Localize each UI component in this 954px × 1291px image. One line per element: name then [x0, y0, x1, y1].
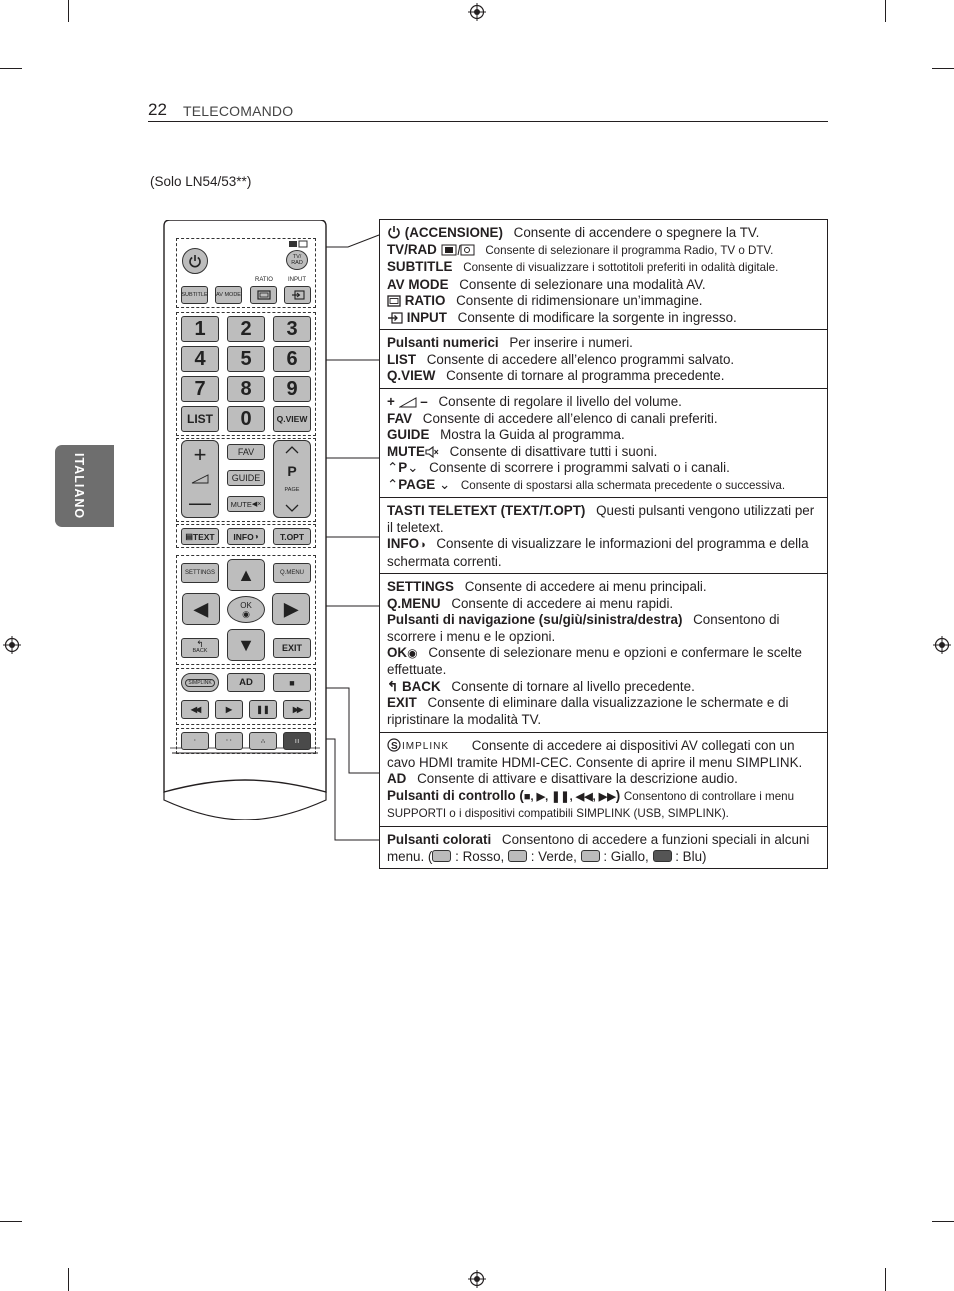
- exit-label: EXIT: [387, 695, 417, 711]
- ok-button[interactable]: [227, 596, 265, 623]
- ok-label: OK: [387, 645, 408, 661]
- nav-desc: Consentono di scorrere i menu e le opzioni.: [387, 612, 780, 644]
- accensione-label: (ACCENSIONE): [404, 225, 503, 240]
- yellow-button[interactable]: ∴: [249, 732, 277, 750]
- mute-label: MUTE: [230, 499, 252, 509]
- control-close: ): [615, 787, 621, 803]
- q-view-label: Q.VIEW: [387, 368, 436, 384]
- mute-button[interactable]: [227, 496, 265, 512]
- volume-plus: +: [387, 394, 395, 409]
- row-power: [380, 220, 827, 330]
- info-icon: ◑: [419, 539, 426, 552]
- play-button[interactable]: [215, 700, 243, 719]
- blue-text: : Blu): [675, 848, 707, 864]
- ad-label: AD: [387, 771, 407, 787]
- chevron-up-icon: ⌃: [387, 460, 399, 476]
- chevron-up-icon: [284, 445, 300, 455]
- nav-up-button[interactable]: [227, 559, 265, 591]
- red-button[interactable]: ·: [181, 732, 209, 750]
- svg-text:IMPLINK: IMPLINK: [402, 741, 450, 752]
- arrow-down-icon: ▼: [237, 634, 255, 655]
- channel-page-rocker[interactable]: [273, 440, 311, 518]
- rewind-button[interactable]: [181, 700, 209, 719]
- subtitle-button[interactable]: SUBTITLE: [181, 286, 208, 304]
- input-desc: Consente di modificare la sorgente in ingresso.: [457, 309, 737, 325]
- control-desc: Consentono di controllare i menu SUPPORTI o i dispositivi compatibili SIMPLINK (USB, SIMPLINK).: [387, 789, 795, 821]
- info-label: INFO: [233, 531, 254, 542]
- power-icon: [188, 254, 202, 268]
- ok-icon: ◉: [407, 646, 418, 661]
- ratio-icon: [387, 295, 401, 307]
- tv-rad-desc: Consente di selezionare il programma Radio, TV o DTV.: [485, 243, 774, 257]
- simplink-button[interactable]: [181, 673, 219, 692]
- fav-button[interactable]: FAV: [227, 444, 265, 460]
- tv-radio-icon: [441, 244, 475, 256]
- guide-desc: Mostra la Guida al programma.: [440, 427, 625, 443]
- mute-icon: [425, 446, 439, 458]
- arrow-left-icon: ◀: [194, 598, 208, 619]
- teletext-label: TASTI TELETEXT (TEXT/T.OPT): [387, 503, 586, 518]
- av-mode-desc: Consente di selezionare una modalità AV.: [459, 276, 706, 292]
- yellow-chip-icon: [581, 850, 600, 862]
- simplink-desc: Consente di accedere ai dispositivi AV collegati con un cavo HDMI tramite HDMI-CEC. Consente di aprire il menu SIMPLINK.: [387, 738, 803, 770]
- control-label: Pulsanti di controllo (: [387, 787, 524, 803]
- pause-button[interactable]: [249, 700, 277, 719]
- digit-5-button[interactable]: 5: [227, 346, 265, 372]
- input-label: INPUT: [406, 309, 447, 325]
- rewind-icon: ◀◀: [190, 705, 200, 714]
- back-label: BACK: [192, 648, 208, 654]
- green-chip-icon: [508, 850, 527, 862]
- p-label: P: [287, 463, 297, 479]
- page-number: 22: [148, 100, 167, 119]
- text-label: TEXT: [192, 531, 215, 542]
- colors-label: Pulsanti colorati: [387, 832, 492, 847]
- section-title: TELECOMANDO: [183, 103, 294, 119]
- volume-down-icon: —: [189, 489, 211, 515]
- fast-forward-icon: ▶▶: [292, 705, 302, 714]
- row-navigation: [380, 574, 827, 733]
- input-icon: [387, 312, 403, 324]
- model-note: (Solo LN54/53**): [150, 174, 252, 189]
- language-tab-label: ITALIANO: [72, 453, 86, 520]
- digit-8-button[interactable]: 8: [227, 376, 265, 402]
- play-icon: ▶: [225, 705, 233, 714]
- power-icon: [387, 225, 401, 239]
- arrow-up-icon: ▲: [237, 564, 255, 585]
- digit-2-button[interactable]: 2: [227, 316, 265, 342]
- back-icon: ↰: [196, 639, 204, 649]
- numeric-desc: Per inserire i numeri.: [509, 335, 633, 350]
- input-label: INPUT: [288, 277, 306, 283]
- nav-right-button[interactable]: [272, 593, 310, 625]
- guide-button[interactable]: GUIDE: [227, 470, 265, 486]
- settings-label: SETTINGS: [387, 579, 454, 594]
- text-button[interactable]: [181, 528, 219, 545]
- ratio-icon: [257, 290, 271, 300]
- subtitle-desc: Consente di visualizzare i sottotitoli preferiti in odalità digitale.: [463, 261, 779, 275]
- ok-icon: ◉: [242, 608, 250, 619]
- ratio-desc: Consente di ridimensionare un’immagine.: [456, 293, 703, 309]
- ratio-label: RATIO: [404, 293, 446, 309]
- page-desc: Consente di spostarsi alla schermata precedente o successiva.: [460, 478, 786, 492]
- digit-7-button[interactable]: 7: [181, 376, 219, 402]
- nav-label: Pulsanti di navigazione (su/giù/sinistra/destra): [387, 612, 683, 628]
- list-desc: Consente di accedere all’elenco programmi salvato.: [426, 351, 735, 367]
- numeric-label: Pulsanti numerici: [387, 335, 499, 350]
- row-simplink: [380, 733, 827, 827]
- digit-9-button[interactable]: 9: [273, 376, 311, 402]
- green-button[interactable]: · ·: [215, 732, 243, 750]
- accensione-desc: Consente di accendere o spegnere la TV.: [513, 225, 760, 240]
- digit-6-button[interactable]: 6: [273, 346, 311, 372]
- back-icon: ↰: [387, 678, 399, 694]
- stop-button[interactable]: [273, 673, 311, 692]
- arrow-right-icon: ▶: [284, 598, 298, 619]
- info-label: INFO: [387, 536, 419, 552]
- fav-label: FAV: [387, 410, 413, 426]
- red-chip-icon: [432, 850, 451, 862]
- ok-desc: Consente di selezionare menu e opzioni e confermare le scelte effettuate.: [387, 645, 802, 677]
- fast-forward-button[interactable]: [283, 700, 311, 719]
- mute-icon: ◀×: [251, 501, 262, 508]
- q-view-desc: Consente di tornare al programma precedente.: [446, 368, 725, 384]
- chevron-down-icon: ⌄: [407, 460, 419, 476]
- exit-desc: Consente di eliminare dalla visualizzazione le schermate e di ripristinare la modalità TV.: [387, 695, 789, 727]
- volume-icon: [191, 474, 209, 484]
- list-label: LIST: [387, 351, 417, 367]
- subtitle-label: SUBTITLE: [387, 259, 453, 275]
- mute-label: MUTE: [387, 443, 425, 459]
- simplink-logo: SIMPLINK: [185, 679, 214, 687]
- green-text: : Verde,: [530, 848, 577, 864]
- remote-control: [162, 220, 328, 820]
- nav-down-button[interactable]: [227, 629, 265, 661]
- t-opt-button[interactable]: T.OPT: [273, 528, 311, 545]
- chevron-up-icon: ⌃: [387, 476, 399, 492]
- digit-1-button[interactable]: 1: [181, 316, 219, 342]
- chevron-down-icon: ⌄: [438, 476, 451, 492]
- row-volume-channel: [380, 389, 827, 498]
- yellow-text: : Giallo,: [603, 848, 649, 864]
- back-button[interactable]: [181, 638, 219, 658]
- teletext-desc: Questi pulsanti vengono utilizzati per il teletext.: [387, 503, 815, 535]
- ad-desc: Consente di attivare e disattivare la descrizione audio.: [417, 771, 738, 787]
- row-teletext: [380, 498, 827, 574]
- q-menu-button[interactable]: Q.MENU: [273, 563, 311, 583]
- info-desc: Consente di visualizzare le informazioni del programma e della schermata correnti.: [387, 536, 809, 569]
- input-button[interactable]: [284, 286, 311, 304]
- simplink-logo-icon: [387, 738, 461, 752]
- colors-desc: Consentono di accedere a funzioni speciali in alcuni menu. (: [387, 832, 810, 864]
- blue-button[interactable]: ∷: [283, 732, 311, 750]
- digit-0-button[interactable]: 0: [227, 406, 265, 432]
- power-button[interactable]: [182, 248, 208, 274]
- volume-icon: [399, 397, 417, 408]
- q-menu-label: Q.MENU: [387, 595, 441, 611]
- volume-up-icon: +: [193, 442, 207, 468]
- info-button[interactable]: [227, 528, 265, 545]
- nav-left-button[interactable]: [182, 593, 220, 625]
- settings-button[interactable]: SETTINGS: [181, 563, 219, 583]
- row-colors: [380, 827, 827, 868]
- exit-button[interactable]: EXIT: [273, 638, 311, 658]
- fav-desc: Consente di accedere all’elenco di canali preferiti.: [422, 410, 718, 426]
- description-table: [379, 219, 828, 869]
- back-desc: Consente di tornare al livello precedente.: [451, 678, 695, 694]
- q-view-button[interactable]: Q.VIEW: [273, 406, 311, 432]
- digit-4-button[interactable]: 4: [181, 346, 219, 372]
- info-icon: ◑: [253, 532, 259, 541]
- volume-rocker[interactable]: [181, 440, 219, 518]
- stop-icon: ■: [289, 677, 295, 688]
- digit-3-button[interactable]: 3: [273, 316, 311, 342]
- svg-text:S: S: [391, 741, 398, 752]
- pause-icon: ❚❚: [256, 705, 270, 714]
- p-desc: Consente di scorrere i programmi salvati o i canali.: [429, 460, 730, 476]
- page-label: PAGE: [398, 476, 436, 492]
- input-icon: [291, 290, 305, 300]
- mute-desc: Consente di disattivare tutti i suoni.: [449, 443, 658, 459]
- control-symbols: ■, ▶, ❚❚, ◀◀, ▶▶: [523, 790, 616, 803]
- ok-label: OK: [240, 600, 252, 610]
- tv-radio-icon: [288, 240, 308, 248]
- ad-button[interactable]: AD: [227, 673, 265, 692]
- ratio-button[interactable]: [250, 286, 277, 304]
- guide-label: GUIDE: [387, 427, 430, 443]
- ratio-label: RATIO: [255, 277, 273, 283]
- list-button[interactable]: LIST: [181, 406, 219, 432]
- volume-minus: –: [420, 394, 428, 409]
- page-label: PAGE: [284, 487, 300, 493]
- q-menu-desc: Consente di accedere ai menu rapidi.: [451, 595, 674, 611]
- p-label: P: [398, 460, 408, 476]
- red-text: : Rosso,: [455, 848, 505, 864]
- tv-rad-button[interactable]: TV/ RAD: [286, 250, 308, 270]
- av-mode-button[interactable]: AV MODE: [215, 286, 242, 304]
- back-label: BACK: [401, 678, 441, 694]
- tv-rad-label: TV/RAD: [387, 241, 437, 257]
- blue-chip-icon: [653, 850, 672, 862]
- settings-desc: Consente di accedere ai menu principali.: [464, 579, 707, 594]
- av-mode-label: AV MODE: [387, 276, 449, 292]
- chevron-down-icon: [284, 503, 300, 513]
- row-numbers: [380, 330, 827, 389]
- volume-desc: Consente di regolare il livello del volume.: [438, 394, 682, 409]
- text-icon: ▤: [185, 532, 193, 541]
